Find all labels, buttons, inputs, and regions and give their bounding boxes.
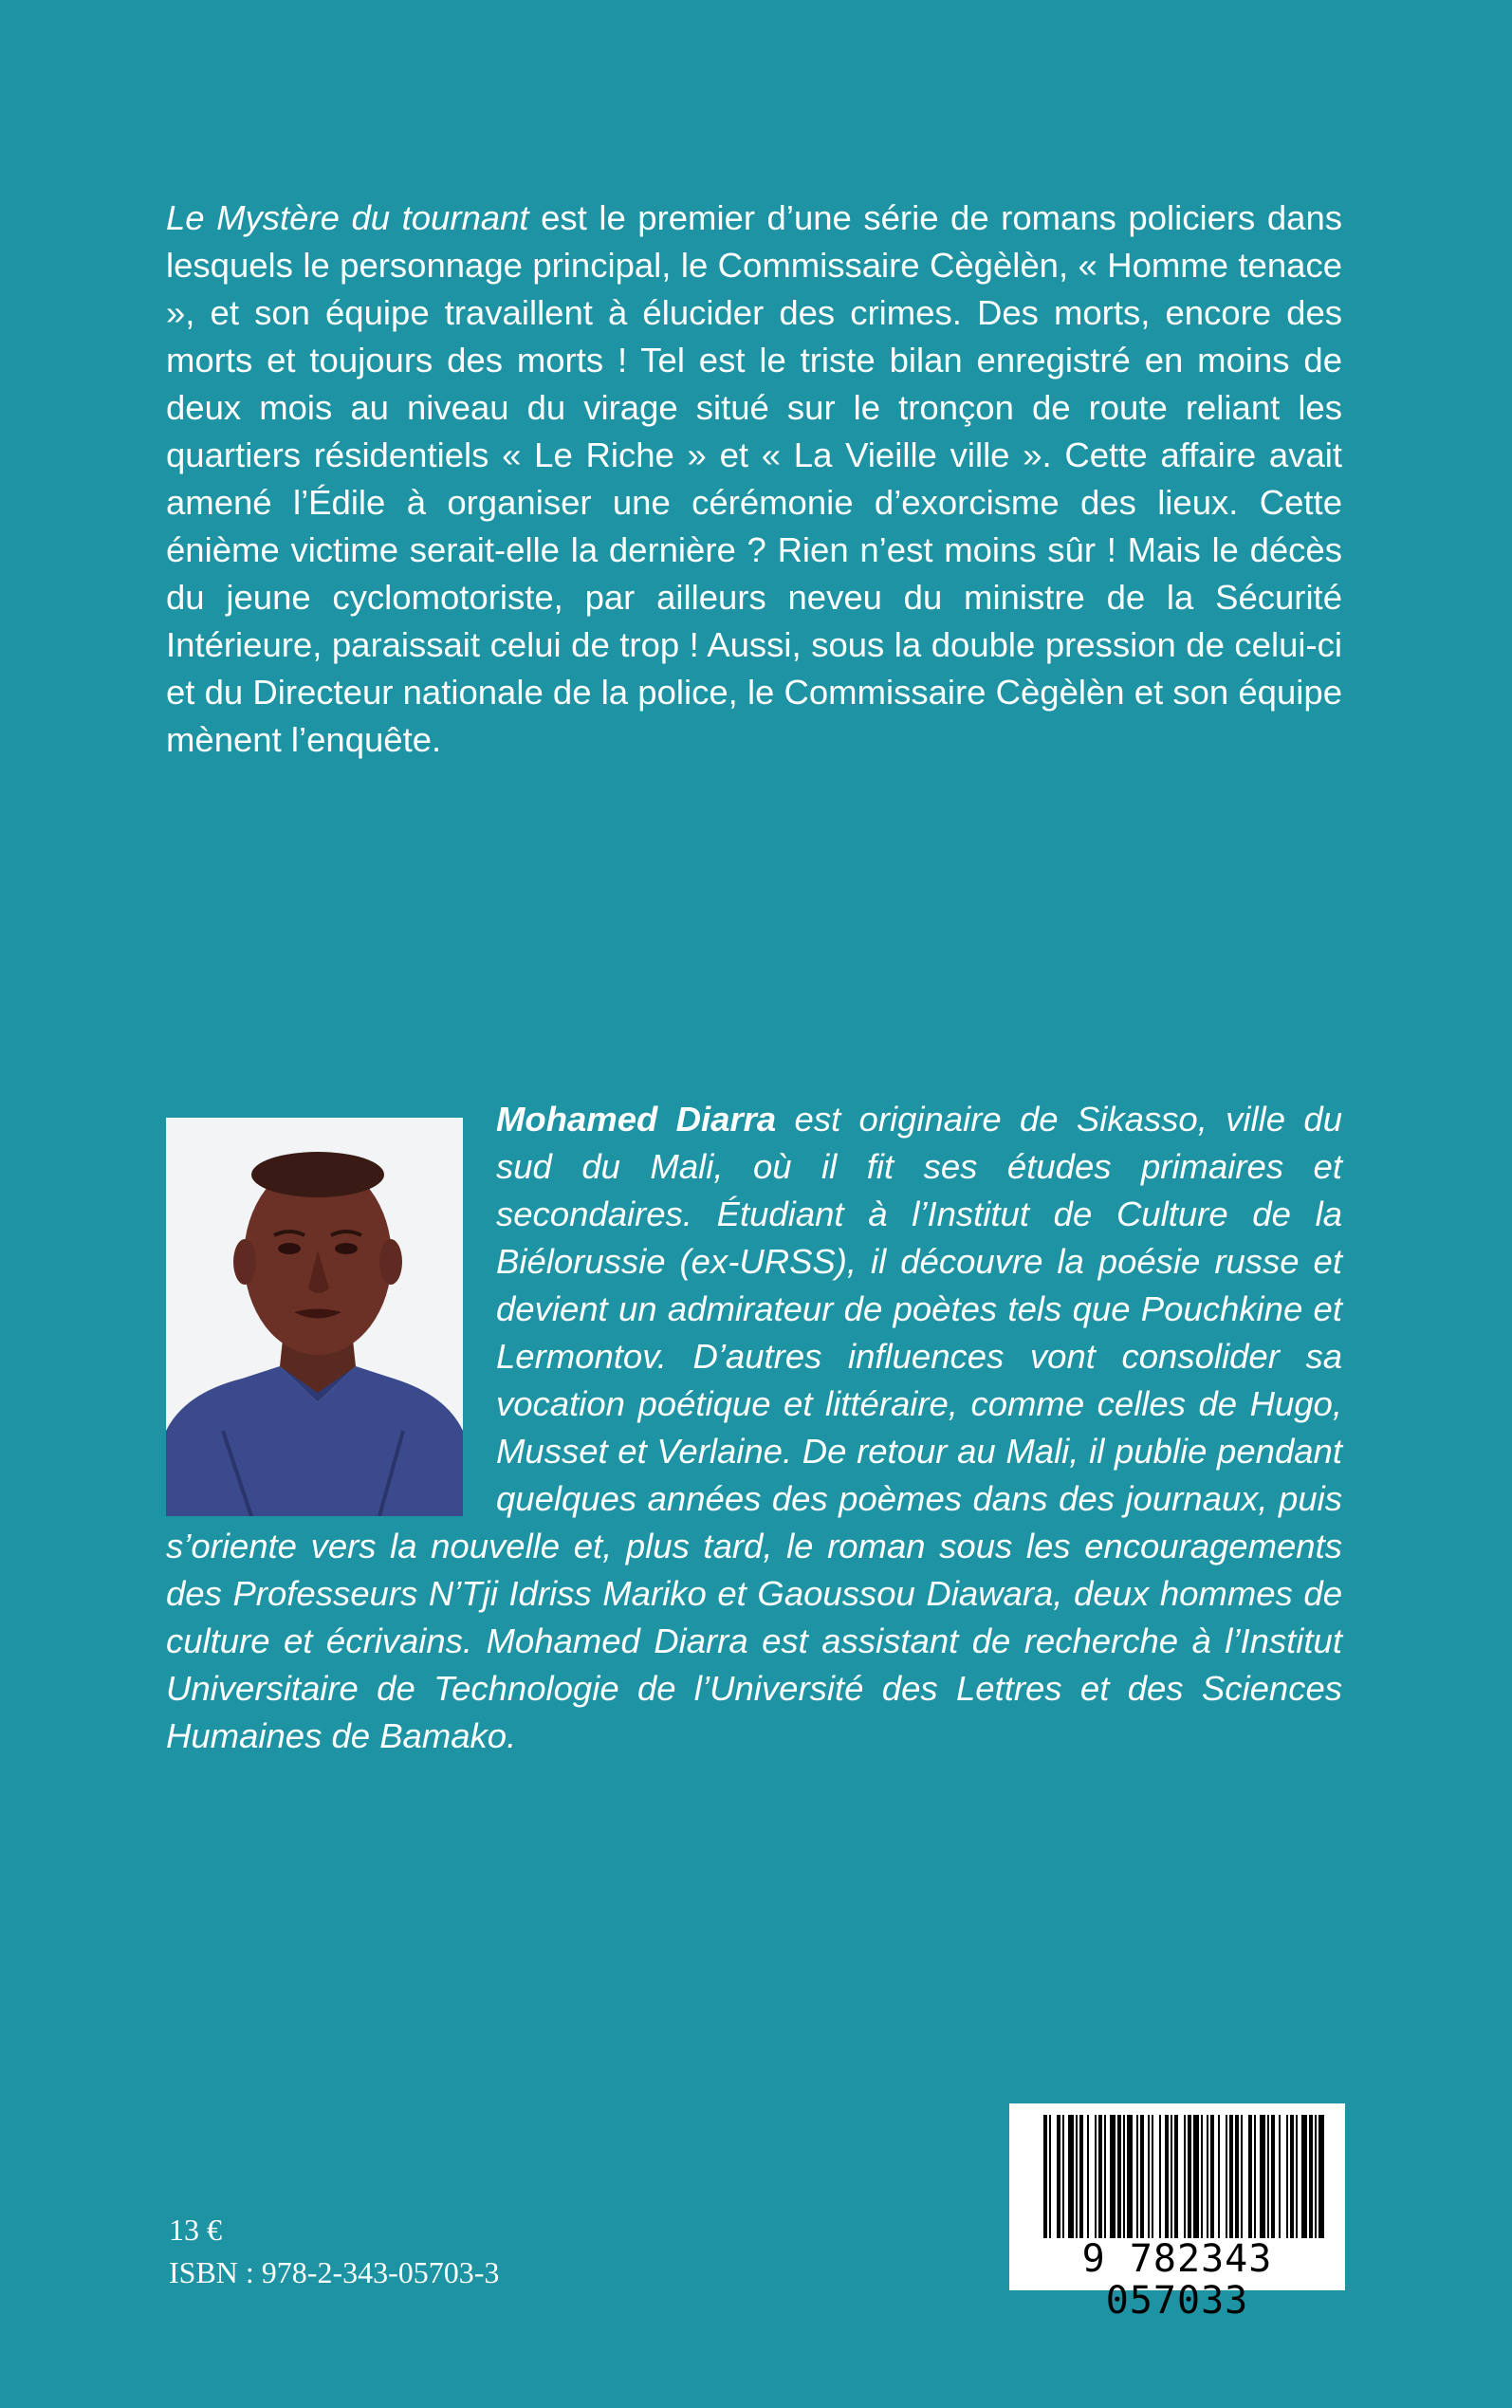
barcode-bar [1140, 2115, 1144, 2238]
author-section [166, 1096, 1342, 1760]
barcode-bar [1127, 2115, 1133, 2238]
barcode-bar [1117, 2115, 1121, 2238]
price-label: 13 € [169, 2213, 222, 2247]
barcode-bar [1267, 2115, 1269, 2238]
barcode-bar [1098, 2115, 1102, 2238]
synopsis-paragraph [166, 194, 1342, 764]
barcode-bar [1104, 2115, 1106, 2238]
barcode-bar [1201, 2115, 1203, 2238]
barcode-bar [1068, 2115, 1074, 2238]
author-name: Mohamed Diarra [496, 1100, 777, 1139]
barcode-bar [1207, 2115, 1208, 2238]
barcode-bar [1315, 2115, 1317, 2238]
barcode-bar [1076, 2115, 1078, 2238]
barcode-bar [1271, 2115, 1275, 2238]
barcode-bar [1193, 2115, 1199, 2238]
barcode-bar [1301, 2115, 1307, 2238]
barcode-bar [1318, 2115, 1324, 2238]
barcode-bar [1049, 2115, 1051, 2238]
barcode-bar [1226, 2115, 1227, 2238]
author-portrait-image [166, 1118, 463, 1516]
barcode-bar [1286, 2115, 1288, 2238]
barcode-bar [1079, 2115, 1083, 2238]
barcode-bar [1248, 2115, 1252, 2238]
barcode-bar [1309, 2115, 1313, 2238]
barcode-digits: 9 782343 057033 [1081, 2237, 1273, 2323]
author-bio-text: est originaire de Sikasso, ville du sud du Mali, où il fit ses études primaires et secondaires. Étudiant à l’Institut de Culture de la Biélorussie (ex-URSS), il découvre la poésie russe et devient un admirateur de poètes tels que Pouchkine et Lermontov. D’autres influences vont consolider sa vocation poétique et littéraire, comme celles de Hugo, Musset et Verlaine. De retour au Mali, il publie pendant quelques années des poèmes dans des journaux, puis s’oriente vers la nouvelle et, plus tard, le roman sous les encouragements des Professeurs N’Tji Idriss Mariko et Gaoussou Diawara, deux hommes de culture et écrivains. Mohamed Diarra est assistant de recherche à l’Institut Universitaire de Technologie de l’Université des Lettres et des Sciences Humaines de Bamako. [166, 1100, 1342, 1755]
barcode-bar [1210, 2115, 1214, 2238]
book-title: Le Mystère du tournant [166, 198, 529, 237]
barcode-bar [1188, 2115, 1191, 2238]
barcode-bar [1229, 2115, 1233, 2238]
barcode-bar [1254, 2115, 1256, 2238]
barcode-bar [1062, 2115, 1064, 2238]
barcode-bar [1184, 2115, 1186, 2238]
barcode-bar [1165, 2115, 1169, 2238]
barcode-bar [1152, 2115, 1153, 2238]
barcode-bar [1174, 2115, 1178, 2238]
barcode-bar [1123, 2115, 1125, 2238]
barcode-bar [1087, 2115, 1089, 2238]
barcode-bar [1148, 2115, 1150, 2238]
isbn-label: ISBN : 978-2-343-05703-3 [169, 2255, 500, 2289]
barcode-bar [1296, 2115, 1298, 2238]
barcode-bar [1279, 2115, 1281, 2238]
barcode-bar [1218, 2115, 1220, 2238]
barcode-bar [1235, 2115, 1239, 2238]
author-photo [166, 1118, 463, 1516]
barcode-bar [1110, 2115, 1116, 2238]
barcode-bar [1136, 2115, 1138, 2238]
barcode-bar [1043, 2115, 1047, 2238]
barcode-bar [1241, 2115, 1243, 2238]
barcode-bar [1057, 2115, 1060, 2238]
barcode-bar [1095, 2115, 1097, 2238]
barcode-bar [1290, 2115, 1294, 2238]
barcode-bar [1260, 2115, 1265, 2238]
synopsis-text: est le premier d’une série de romans policiers dans lesquels le personnage principal, le Commissaire Cègèlèn, « Homme tenace », et son équipe travaillent à élucider des crimes. Des morts, encore des morts et toujours des morts ! Tel est le triste bilan enregistré en moins de deux mois au niveau du virage situé sur le tronçon de route reliant les quartiers résidentiels « Le Riche » et « La Vieille ville ». Cette affaire avait amené l’Édile à organiser une cérémonie d’exorcisme des lieux. Cette énième victime serait-elle la dernière ? Rien n’est moins sûr ! Mais le décès du jeune cyclomotoriste, par ailleurs neveu du ministre de la Sécurité Intérieure, paraissait celui de trop ! Aussi, sous la double pression de celui-ci et du Directeur nationale de la police, le Commissaire Cègèlèn et son équipe mènent l’enquête. [166, 198, 1342, 759]
barcode-bar [1171, 2115, 1172, 2238]
isbn-barcode [1009, 2103, 1345, 2323]
barcode-bar [1159, 2115, 1161, 2238]
